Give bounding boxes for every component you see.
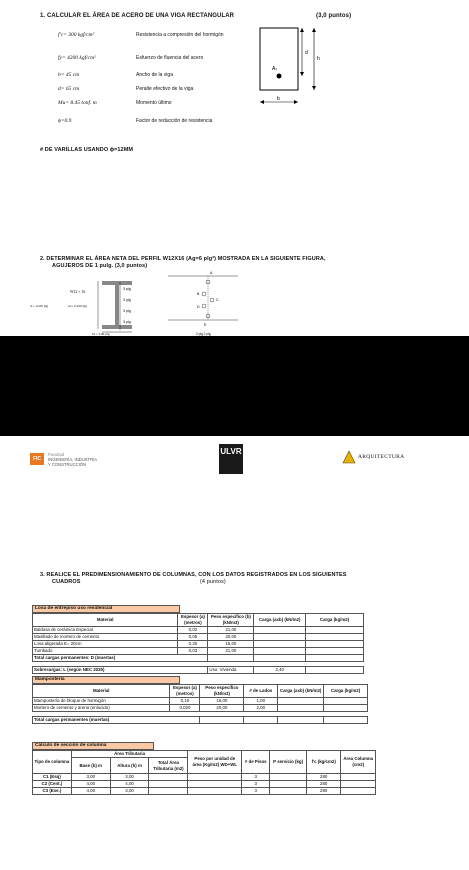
q1-varillas: # DE VARILLAS USANDO ϕ=12MM <box>40 147 134 153</box>
table-cell: Mampostería de bloque de hormigón <box>33 698 170 705</box>
table-cell: # de Lados <box>244 685 278 698</box>
table-cell <box>270 788 307 795</box>
table-cell: 0,20 <box>178 641 208 648</box>
svg-text:3 plg: 3 plg <box>123 320 131 324</box>
table-cell <box>306 648 364 655</box>
table-cell <box>306 634 364 641</box>
table-row <box>33 774 376 781</box>
page-separator <box>0 336 469 436</box>
table3 <box>32 750 376 795</box>
beam-section-diagram <box>252 22 332 114</box>
table-cell <box>200 717 244 724</box>
table-cell: Baldosa de cerámica Especial <box>33 627 178 634</box>
q3-title-2: CUADROS <box>52 579 81 585</box>
table-cell: Material <box>33 614 178 627</box>
svg-text:D: D <box>197 305 200 309</box>
table-cell: 4,00 <box>110 781 149 788</box>
table-cell: 4,00 <box>71 788 110 795</box>
q1-row-mu: Mu= 8.45 tonf. m Momento último <box>58 100 172 106</box>
svg-text:A: A <box>210 271 213 275</box>
exam-page-2: FIC Facultad INGENIERÍA, INDUSTRIA Y CONSTRUCCIÓN ULVR ARQUITECTURA 3. REALICE EL PREDIMENSIONAMIENTO DE COLUMNAS, CON LOS DATOS REGISTRADOS EN LOS SIGUIENTES CUADROS (4 puntos) Losa de entrepiso uso residencial Material Espesor (a) (metros) Peso específico (b) (kN/m3) Carga (axb) (kN/m2) Carga (kg/m2) Baldosa de cerámica Especial 0,02 21,00 Masillado de mortero de cemento 0,05 20,00 Losa aligerada E= 20cm 0,20 15,00 Tumbado 0,03 21,00 Total cargas permanentes: D (muertas) Sobrecargas: L (según NEC 2025) Uso: Vivienda 2,40 Mampostería Material Espesor (a) (metros) Peso específico (kN/m3) # de Lados Carga (axb) (kN/m2) Carga (kg/m2) Mampostería de bloque de hormigón 0,10 16,00 1,00 Mortero de cemento y arena (enlucido) 0,020 20,00 2,00 Total cargas permanentes (muertas) Cálculo de sección de columna Tipo de columna Área Tributaria Peso por unidad de área (Kg/m2) WD+WL # de Pisos P servicio (kg) f'c (kg/cm2) Área Columna (cm2) Base (b) m Altura (h) m Total Área Tributaria (m2) C1 (Esq) 3,00 3,00 3 280 C2 (Cent.) 4,00 4,00 3 280 C3 (Exe.) 4,00 3,00 3 280 <box>0 436 469 870</box>
q2-title: 2. DETERMINAR EL ÁREA NETA DEL PERFIL W12X16 (Ag=6 plg²) MOSTRADA EN LA SIGUIENTE FIGURA, <box>40 256 326 262</box>
table-cell: 280 <box>306 774 341 781</box>
table-cell <box>341 788 376 795</box>
svg-text:3 plg: 3 plg <box>123 287 131 291</box>
table-row <box>33 705 368 712</box>
bolt-spacing-diagram <box>118 282 158 332</box>
table-cell: Peso específico (b) (kN/m3) <box>208 614 254 627</box>
table-cell: P servicio (kg) <box>270 751 307 774</box>
q1-row-fy: fy= 4200 kgf/cm² Esfuerzo de fluencia del acero <box>58 55 204 61</box>
table-cell <box>149 788 188 795</box>
table-cell: Masillado de mortero de cemento <box>33 634 178 641</box>
table-row <box>33 788 376 795</box>
table-cell: Espesor (a) (metros) <box>178 614 208 627</box>
table-cell <box>278 705 324 712</box>
table-cell: Mortero de cemento y arena (enlucido) <box>33 705 170 712</box>
q1-row-b: b= 45 cm Ancho de la viga <box>58 72 173 78</box>
table-cell: f'c (kg/cm2) <box>306 751 341 774</box>
q1-row-phi: ϕ=0.9 Factor de reducción de resistencia <box>58 118 213 124</box>
table-cell: Carga (kg/m2) <box>306 614 364 627</box>
table-cell <box>254 655 306 662</box>
q2-title-2: AGUJEROS DE 1 pulg. (3,0 puntos) <box>52 263 148 269</box>
table-row <box>33 648 364 655</box>
table2 <box>32 684 368 724</box>
table-cell: 21,00 <box>208 648 254 655</box>
table-cell: C1 (Esq) <box>33 774 72 781</box>
table-cell: C3 (Exe.) <box>33 788 72 795</box>
table-cell <box>188 781 242 788</box>
svg-text:E: E <box>204 323 207 327</box>
table-cell: Base (b) m <box>71 758 110 774</box>
table-cell: Total Área Tributaria (m2) <box>149 758 188 774</box>
table-cell: 21,00 <box>208 627 254 634</box>
table-cell <box>149 774 188 781</box>
arquitectura-logo-icon <box>342 450 356 464</box>
table-cell <box>306 627 364 634</box>
fic-logo: FIC <box>30 453 44 465</box>
table-cell <box>244 717 278 724</box>
d-label: d = 12.00 plg <box>30 304 49 308</box>
table1-header-row <box>33 614 364 627</box>
table-cell: C2 (Cent.) <box>33 781 72 788</box>
table-cell: Carga (axb) (kN/m2) <box>254 614 306 627</box>
tw-label: tw= 0.220 plg <box>68 304 87 308</box>
svg-text:B: B <box>197 292 200 296</box>
table1-total-row <box>33 655 364 662</box>
table-cell <box>254 641 306 648</box>
diagram-as-label: Aₛ <box>272 66 278 72</box>
table1-title: Losa de entrepiso uso residencial <box>32 605 180 613</box>
table-cell: 20,00 <box>200 705 244 712</box>
table-cell: Uso: Vivienda <box>208 667 254 674</box>
table-cell <box>270 781 307 788</box>
q1-row-fc: f'c= 300 kgf/cm² Resistencia a compresión del hormigón <box>58 32 224 38</box>
table-cell: 0,10 <box>170 698 200 705</box>
hole-pattern-diagram <box>168 268 238 338</box>
table-row <box>33 634 364 641</box>
table-cell: Tipo de columna <box>33 751 72 774</box>
svg-text:2 plg 2 plg: 2 plg 2 plg <box>196 332 211 336</box>
table-cell: # de Pisos <box>242 751 270 774</box>
table-cell <box>254 648 306 655</box>
table-cell: 0,03 <box>178 648 208 655</box>
table-cell: 0,05 <box>178 634 208 641</box>
q1-points: (3,0 puntos) <box>316 13 352 19</box>
table-cell <box>149 781 188 788</box>
table-cell: Sobrecargas: L (según NEC 2025) <box>33 667 208 674</box>
table-cell: 15,00 <box>208 641 254 648</box>
table-cell: Área Columna (cm2) <box>341 751 376 774</box>
svg-text:3 plg: 3 plg <box>123 309 131 313</box>
table-cell <box>341 781 376 788</box>
table1 <box>32 613 364 674</box>
table-cell: 4,00 <box>71 781 110 788</box>
table-cell: 3,00 <box>71 774 110 781</box>
diagram-d-label: d <box>305 50 308 56</box>
table-cell <box>306 655 364 662</box>
table-cell: Tumbado <box>33 648 178 655</box>
svg-text:C: C <box>216 298 219 302</box>
table-cell <box>270 774 307 781</box>
q1-title: 1. CALCULAR EL ÁREA DE ACERO DE UNA VIGA RECTANGULAR <box>40 13 235 19</box>
table-cell <box>208 655 254 662</box>
q3-title: 3. REALICE EL PREDIMENSIONAMIENTO DE COLUMNAS, CON LOS DATOS REGISTRADOS EN LOS SIGUIENTES <box>40 572 347 578</box>
table-cell: Losa aligerada E= 20cm <box>33 641 178 648</box>
table-cell: 1,00 <box>244 698 278 705</box>
table-row <box>33 627 364 634</box>
table-cell: 3,00 <box>110 788 149 795</box>
table3-title: Cálculo de sección de columna <box>32 742 154 750</box>
table-cell: 0,020 <box>170 705 200 712</box>
table-cell: 2,40 <box>254 667 306 674</box>
table-cell: 0,02 <box>178 627 208 634</box>
svg-text:3 plg: 3 plg <box>123 298 131 302</box>
table-cell: Carga (axb) (kN/m2) <box>278 685 324 698</box>
table-cell: Altura (h) m <box>110 758 149 774</box>
table2-total-row <box>33 717 368 724</box>
table-cell: 3 <box>242 781 270 788</box>
table2-header-row <box>33 685 368 698</box>
table-cell: 280 <box>306 781 341 788</box>
table-row <box>33 751 376 758</box>
table-cell: 2,00 <box>244 705 278 712</box>
table-cell <box>278 717 324 724</box>
table-cell <box>324 717 368 724</box>
table-cell <box>188 788 242 795</box>
bf-label: bf = 3.99 plg <box>92 332 110 336</box>
arquitectura-label: ARQUITECTURA <box>358 454 405 460</box>
q3-points: (4 puntos) <box>200 579 226 585</box>
table-cell <box>324 705 368 712</box>
table-row <box>33 698 368 705</box>
table-cell <box>341 774 376 781</box>
profile-label: W12 × 16 <box>70 290 86 294</box>
diagram-h-label: h <box>317 56 320 62</box>
table-cell: Espesor (a) (metros) <box>170 685 200 698</box>
table-cell: Total cargas permanentes: D (muertas) <box>33 655 208 662</box>
table1-sobrecarga-row <box>33 667 364 674</box>
table-cell: 280 <box>306 788 341 795</box>
ulvr-logo: ULVR <box>219 444 243 474</box>
table-cell: Material <box>33 685 170 698</box>
table-row <box>33 781 376 788</box>
table-cell <box>254 634 306 641</box>
table-cell: 20,00 <box>208 634 254 641</box>
table-cell <box>278 698 324 705</box>
table-cell: Carga (kg/m2) <box>324 685 368 698</box>
exam-page-1 <box>0 0 469 336</box>
table-cell: 3 <box>242 788 270 795</box>
table-cell: Total cargas permanentes (muertas) <box>33 717 200 724</box>
diagram-b-label: b <box>277 96 280 102</box>
table-row <box>33 641 364 648</box>
table-cell <box>306 667 364 674</box>
table-cell <box>188 774 242 781</box>
q1-row-d: d= 65 cm Peralte efectivo de la viga <box>58 86 194 92</box>
table-cell: Peso específico (kN/m3) <box>200 685 244 698</box>
table-cell: Área Tributaria <box>71 751 187 758</box>
table-cell: 3,00 <box>110 774 149 781</box>
table-cell <box>306 641 364 648</box>
table2-title: Mampostería <box>32 676 180 684</box>
table-cell <box>324 698 368 705</box>
table-cell <box>254 627 306 634</box>
table-cell: 3 <box>242 774 270 781</box>
table-cell: 16,00 <box>200 698 244 705</box>
table-cell: Peso por unidad de área (Kg/m2) WD+WL <box>188 751 242 774</box>
